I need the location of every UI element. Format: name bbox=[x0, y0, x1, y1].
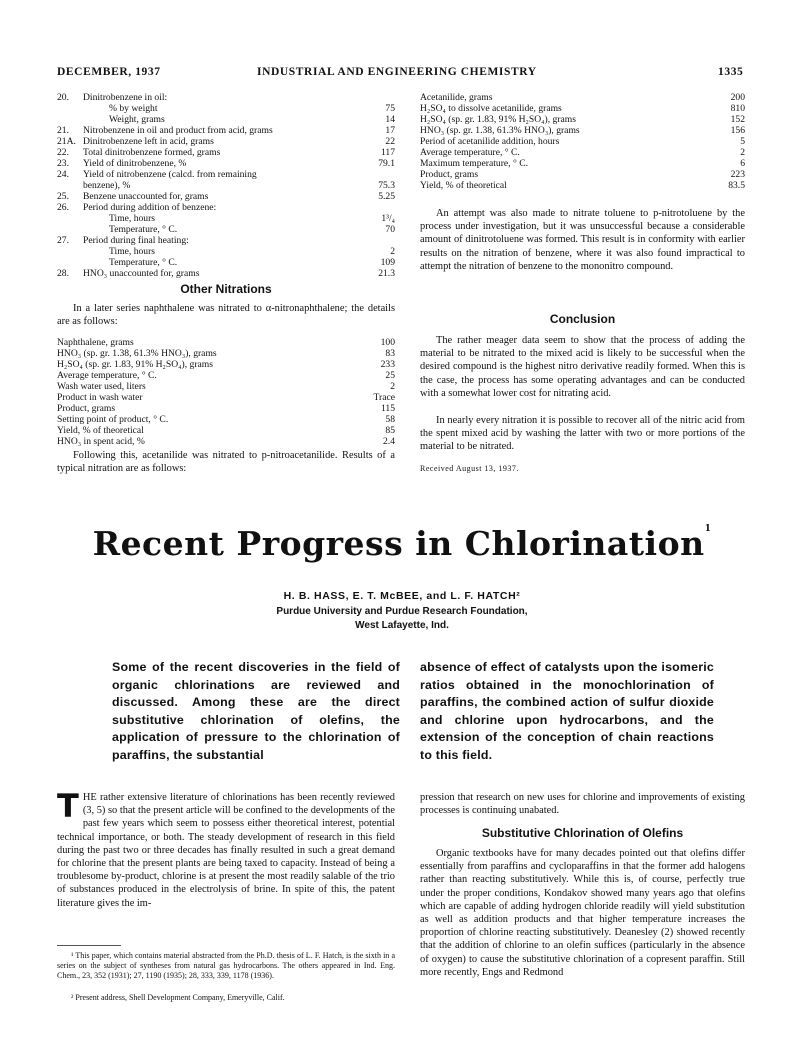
table-row-text: benzene), % bbox=[83, 180, 131, 191]
table-row bbox=[57, 125, 395, 136]
paragraph-toluene: An attempt was also made to nitrate toluene to p-nitrotoluene by the process under investigation, but it was unsuccessful because a considerable amount of dinitrotoluene was formed. This result is in conformity with earlier results on the nitration of benzene, where it was also found impractical to attempt the nitration of benzene to the mononitro compound. bbox=[420, 208, 745, 272]
table-row-text: Product, grams bbox=[420, 169, 479, 180]
table-row bbox=[57, 337, 395, 348]
table-row-text: Product, grams bbox=[57, 403, 116, 414]
table-row-text: Naphthalene, grams bbox=[57, 337, 134, 348]
table-row-text: HNO₃ unaccounted for, grams bbox=[83, 268, 200, 279]
data-table-naphthalene bbox=[57, 337, 395, 447]
table-row bbox=[57, 158, 395, 169]
abstract-right: absence of effect of catalysts upon the isomeric ratios obtained in the monochlorination of paraffins, the combined action of sulfur dioxide and chlorine upon hydrocarbons, and the extension of the conception of chain reactions to this field. bbox=[420, 660, 714, 762]
page-number: 1335 bbox=[718, 66, 744, 78]
running-header-journal: INDUSTRIAL AND ENGINEERING CHEMISTRY bbox=[257, 66, 537, 78]
table-row-value: 2 bbox=[390, 381, 395, 392]
table-row-number: 21A. bbox=[57, 136, 76, 147]
table-row-value: 223 bbox=[730, 169, 745, 180]
table-row-text: Maximum temperature, ° C. bbox=[420, 158, 529, 169]
table-row-value: 2 bbox=[740, 147, 745, 158]
table-row-value: 85 bbox=[385, 425, 395, 436]
table-row bbox=[420, 92, 745, 103]
table-row-value bbox=[389, 92, 395, 103]
table-row-number: 22. bbox=[57, 147, 69, 158]
article-intro bbox=[57, 787, 395, 910]
table-row-value: 109 bbox=[380, 257, 395, 268]
table-row-label bbox=[57, 147, 220, 158]
table-row bbox=[57, 180, 395, 191]
table-row-text: Dinitrobenzene left in acid, grams bbox=[83, 136, 214, 147]
table-row-value: 21.3 bbox=[378, 268, 395, 279]
table-row bbox=[420, 169, 745, 180]
table-row-label bbox=[420, 114, 576, 125]
table-row-label bbox=[57, 359, 213, 370]
paragraph-acetanilide-intro: Following this, acetanilide was nitrated to p-nitroacetanilide. Results of a typical nitration are as follows: bbox=[57, 450, 395, 475]
table-row-text: Time, hours bbox=[109, 213, 156, 224]
table-row-number: 24. bbox=[57, 169, 69, 180]
table-row-label bbox=[57, 370, 157, 381]
data-table-acetanilide bbox=[420, 92, 745, 191]
table-row-label bbox=[57, 224, 177, 235]
table-row-label bbox=[57, 337, 134, 348]
table-row bbox=[57, 268, 395, 279]
table-row-text: H₂SO₄ to dissolve acetanilide, grams bbox=[420, 103, 562, 114]
table-row-value: 117 bbox=[380, 147, 395, 158]
table-row bbox=[57, 403, 395, 414]
table-row-text: Nitrobenzene in oil and product from acid, grams bbox=[83, 125, 273, 136]
table-row-value: 70 bbox=[385, 224, 395, 235]
table-row-value: 17 bbox=[385, 125, 395, 136]
table-row-text: Average temperature, ° C. bbox=[420, 147, 520, 158]
paragraph-conclusion-1: The rather meager data seem to show that the process of adding the material to be nitrated to the mixed acid is likely to be successful when the desired compound is the highest nitro derivative readily formed. When this is the case, the process has some operating advantages and can be conducted with a somewhat lower cost for nitrating acid. bbox=[420, 335, 745, 399]
table-row-text: % by weight bbox=[109, 103, 158, 114]
table-row-value bbox=[389, 169, 395, 180]
table-row-text: Yield, % of theoretical bbox=[420, 180, 507, 191]
table-row-text: Dinitrobenzene in oil: bbox=[83, 92, 168, 103]
table-row bbox=[420, 158, 745, 169]
table-row-text: Average temperature, ° C. bbox=[57, 370, 157, 381]
table-row bbox=[57, 103, 395, 114]
table-row-text: HNO₃ in spent acid, % bbox=[57, 436, 145, 447]
paragraph-conclusion-2: In nearly every nitration it is possible to recover all of the nitric acid from the spent mixed acid by washing the latter with two or more portions of the material to be nitrated. bbox=[420, 415, 745, 453]
table-row-value: 79.1 bbox=[378, 158, 395, 169]
table-row-value: 200 bbox=[730, 92, 745, 103]
table-row-label bbox=[420, 125, 580, 136]
table-row-value: 83 bbox=[385, 348, 395, 359]
data-table-benzene bbox=[57, 92, 395, 279]
table-row-label bbox=[57, 392, 143, 403]
table-row bbox=[57, 436, 395, 447]
table-row bbox=[57, 114, 395, 125]
table-row-label bbox=[57, 136, 214, 147]
table-row-text: Yield of dinitrobenzene, % bbox=[83, 158, 187, 169]
table-row-text: Yield of nitrobenzene (calcd. from remaining bbox=[83, 169, 257, 180]
article-intro-continued: pression that research on new uses for chlorine and improvements of existing processes is continuing unabated. bbox=[420, 792, 745, 817]
section-heading-olefins: Substitutive Chlorination of Olefins bbox=[481, 826, 684, 840]
table-row bbox=[57, 202, 395, 213]
table-row-label bbox=[420, 147, 520, 158]
table-row-label bbox=[57, 403, 115, 414]
title-footnote-mark: 1 bbox=[704, 524, 712, 534]
table-row-text: Period during final heating: bbox=[83, 235, 189, 246]
table-row bbox=[420, 147, 745, 158]
table-row-value: 58 bbox=[385, 414, 395, 425]
drop-cap: T bbox=[57, 787, 79, 825]
table-row-label bbox=[57, 92, 167, 103]
received-date: Received August 13, 1937. bbox=[420, 464, 519, 473]
table-row-label bbox=[57, 414, 168, 425]
table-row-value: 100 bbox=[380, 337, 395, 348]
table-row-text: Yield, % of theoretical bbox=[57, 425, 144, 436]
running-header-date: DECEMBER, 1937 bbox=[57, 66, 161, 78]
table-row-label bbox=[57, 191, 208, 202]
table-row bbox=[57, 147, 395, 158]
table-row bbox=[57, 213, 395, 224]
table-row-text: Temperature, ° C. bbox=[109, 224, 178, 235]
table-row bbox=[420, 180, 745, 191]
table-row bbox=[57, 414, 395, 425]
table-row bbox=[57, 257, 395, 268]
paragraph-naphthalene-intro: In a later series naphthalene was nitrated to α-nitronaphthalene; the details are as follows: bbox=[57, 303, 395, 328]
table-row bbox=[420, 103, 745, 114]
table-row-number: 25. bbox=[57, 191, 69, 202]
article-title-text: Recent Progress in Chlorination bbox=[92, 524, 705, 563]
table-row-text: Period of acetanilide addition, hours bbox=[420, 136, 560, 147]
table-row-value: 75.3 bbox=[378, 180, 395, 191]
table-row-value: 6 bbox=[740, 158, 745, 169]
table-row-number: 21. bbox=[57, 125, 69, 136]
table-row-value: 5 bbox=[740, 136, 745, 147]
table-row-value: 1³/₄ bbox=[381, 213, 395, 224]
table-row-value: 83.5 bbox=[728, 180, 745, 191]
table-row-text: Setting point of product, ° C. bbox=[57, 414, 169, 425]
table-row-value: 233 bbox=[380, 359, 395, 370]
table-row-value: 25 bbox=[385, 370, 395, 381]
table-row-number: 27. bbox=[57, 235, 69, 246]
footnote-1: ¹ This paper, which contains material abstracted from the Ph.D. thesis of L. F. Hatch, is the sixth in a series on the subject of syntheses from natural gas hydrocarbons. The others appeared in Ind. Eng. Chem., 23, 352 (1931); 27, 1190 (1935); 28, 333, 339, 1178 (1936). bbox=[57, 951, 395, 981]
table-row-label bbox=[57, 436, 145, 447]
table-row-label bbox=[420, 136, 559, 147]
table-row-value bbox=[389, 202, 395, 213]
table-row-label bbox=[57, 103, 158, 114]
table-row-text: HNO₃ (sp. gr. 1.38, 61.3% HNO₃), grams bbox=[420, 125, 580, 136]
table-row-label bbox=[57, 246, 155, 257]
table-row-text: H₂SO₄ (sp. gr. 1.83, 91% H₂SO₄), grams bbox=[420, 114, 576, 125]
table-row-value: 156 bbox=[730, 125, 745, 136]
footnote-2: ² Present address, Shell Development Company, Emeryville, Calif. bbox=[71, 993, 285, 1002]
table-row-label bbox=[57, 268, 199, 279]
table-row-label bbox=[57, 235, 189, 246]
table-row-value: 75 bbox=[385, 103, 395, 114]
section-heading-conclusion: Conclusion bbox=[549, 312, 616, 326]
table-row bbox=[57, 92, 395, 103]
article-title bbox=[60, 524, 744, 563]
abstract-left: Some of the recent discoveries in the field of organic chlorinations are reviewed and discussed. Among these are the direct substitutive chlorination of olefins, the application of pressure to the chlorination of paraffins, the substantial bbox=[112, 660, 400, 762]
table-row-value: 14 bbox=[385, 114, 395, 125]
table-row-label bbox=[420, 92, 492, 103]
table-row-text: Product in wash water bbox=[57, 392, 143, 403]
table-row-label bbox=[420, 180, 507, 191]
table-row-label bbox=[420, 158, 528, 169]
paragraph-olefins: Organic textbooks have for many decades pointed out that olefins differ essentially from paraffins and cycloparaffins in that the former add halogens rather than reacting substitutively. While this is, of course, perfectly true under the proper conditions, Kondakov showed many years ago that olefins which are capable of adding hydrogen chloride readily will yield substitution as well as addition products and that higher temperature increases the proportion of chlorine reacting substitutively. Deanesley (2) showed recently that the addition of chlorine to an olefin suffices (particularly in the absence of oxygen) to cause the substitutive chlorination of a copresent paraffin. Still more recently, Engs and Redmond bbox=[420, 848, 745, 978]
article-authors: H. B. HASS, E. T. McBEE, and L. F. HATCH² bbox=[283, 590, 521, 602]
table-row-label bbox=[57, 180, 130, 191]
table-row bbox=[57, 136, 395, 147]
table-row-value: 152 bbox=[730, 114, 745, 125]
table-row-label bbox=[57, 213, 155, 224]
table-row-text: Weight, grams bbox=[109, 114, 165, 125]
table-row-label bbox=[57, 158, 186, 169]
table-row-value: 5.25 bbox=[378, 191, 395, 202]
table-row-text: Time, hours bbox=[109, 246, 156, 257]
table-row-label bbox=[57, 202, 216, 213]
table-row-value: 22 bbox=[385, 136, 395, 147]
table-row bbox=[57, 381, 395, 392]
table-row-value: 115 bbox=[380, 403, 395, 414]
table-row bbox=[57, 169, 395, 180]
footnote-rule bbox=[57, 945, 121, 946]
table-row-number: 20. bbox=[57, 92, 69, 103]
table-row bbox=[57, 235, 395, 246]
table-row-label bbox=[420, 103, 562, 114]
table-row-value: Trace bbox=[373, 392, 395, 403]
table-row bbox=[57, 191, 395, 202]
table-row-label bbox=[57, 125, 273, 136]
table-row bbox=[420, 125, 745, 136]
table-row bbox=[57, 348, 395, 359]
table-row-text: H₂SO₄ (sp. gr. 1.83, 91% H₂SO₄), grams bbox=[57, 359, 213, 370]
table-row-text: Period during addition of benzene: bbox=[83, 202, 217, 213]
table-row-label bbox=[57, 257, 177, 268]
table-row bbox=[57, 224, 395, 235]
article-affiliation-1: Purdue University and Purdue Research Foundation, bbox=[276, 606, 528, 617]
table-row-text: Acetanilide, grams bbox=[420, 92, 493, 103]
table-row-text: Wash water used, liters bbox=[57, 381, 146, 392]
table-row-label bbox=[57, 425, 144, 436]
table-row bbox=[57, 246, 395, 257]
table-row bbox=[57, 425, 395, 436]
table-row-number: 26. bbox=[57, 202, 69, 213]
table-row bbox=[420, 136, 745, 147]
table-row-value: 2 bbox=[390, 246, 395, 257]
section-heading-other-nitrations: Other Nitrations bbox=[180, 282, 272, 296]
table-row bbox=[57, 392, 395, 403]
table-row bbox=[57, 370, 395, 381]
table-row-text: Total dinitrobenzene formed, grams bbox=[83, 147, 221, 158]
table-row-number: 23. bbox=[57, 158, 69, 169]
table-row-text: Temperature, ° C. bbox=[109, 257, 178, 268]
table-row-label bbox=[57, 114, 165, 125]
table-row bbox=[57, 359, 395, 370]
table-row-value bbox=[389, 235, 395, 246]
table-row-label bbox=[57, 348, 217, 359]
article-intro-text: HE rather extensive literature of chlorinations has been recently reviewed (3, 5) so that the present article will be confined to the developments of the past few years which seem to possess either theoretical interest, potential technical importance, or both. The steady development of research in this field during the past two or three decades has finally resulted in such a great demand for chlorine that the present plants are being taxed to capacity. Instead of being a troublesome by-product, chlorine is at present the most readily salable of the trio of substances produced in the electrolysis of brine. In spite of this, the patent literature gives the im- bbox=[57, 792, 395, 909]
table-row-label bbox=[57, 381, 146, 392]
table-row-value: 2.4 bbox=[383, 436, 395, 447]
table-row-text: Benzene unaccounted for, grams bbox=[83, 191, 209, 202]
table-row-label bbox=[420, 169, 478, 180]
table-row-value: 810 bbox=[730, 103, 745, 114]
article-affiliation-2: West Lafayette, Ind. bbox=[355, 620, 449, 631]
table-row-text: HNO₃ (sp. gr. 1.38, 61.3% HNO₃), grams bbox=[57, 348, 217, 359]
table-row bbox=[420, 114, 745, 125]
table-row-label bbox=[57, 169, 257, 180]
table-row-number: 28. bbox=[57, 268, 69, 279]
